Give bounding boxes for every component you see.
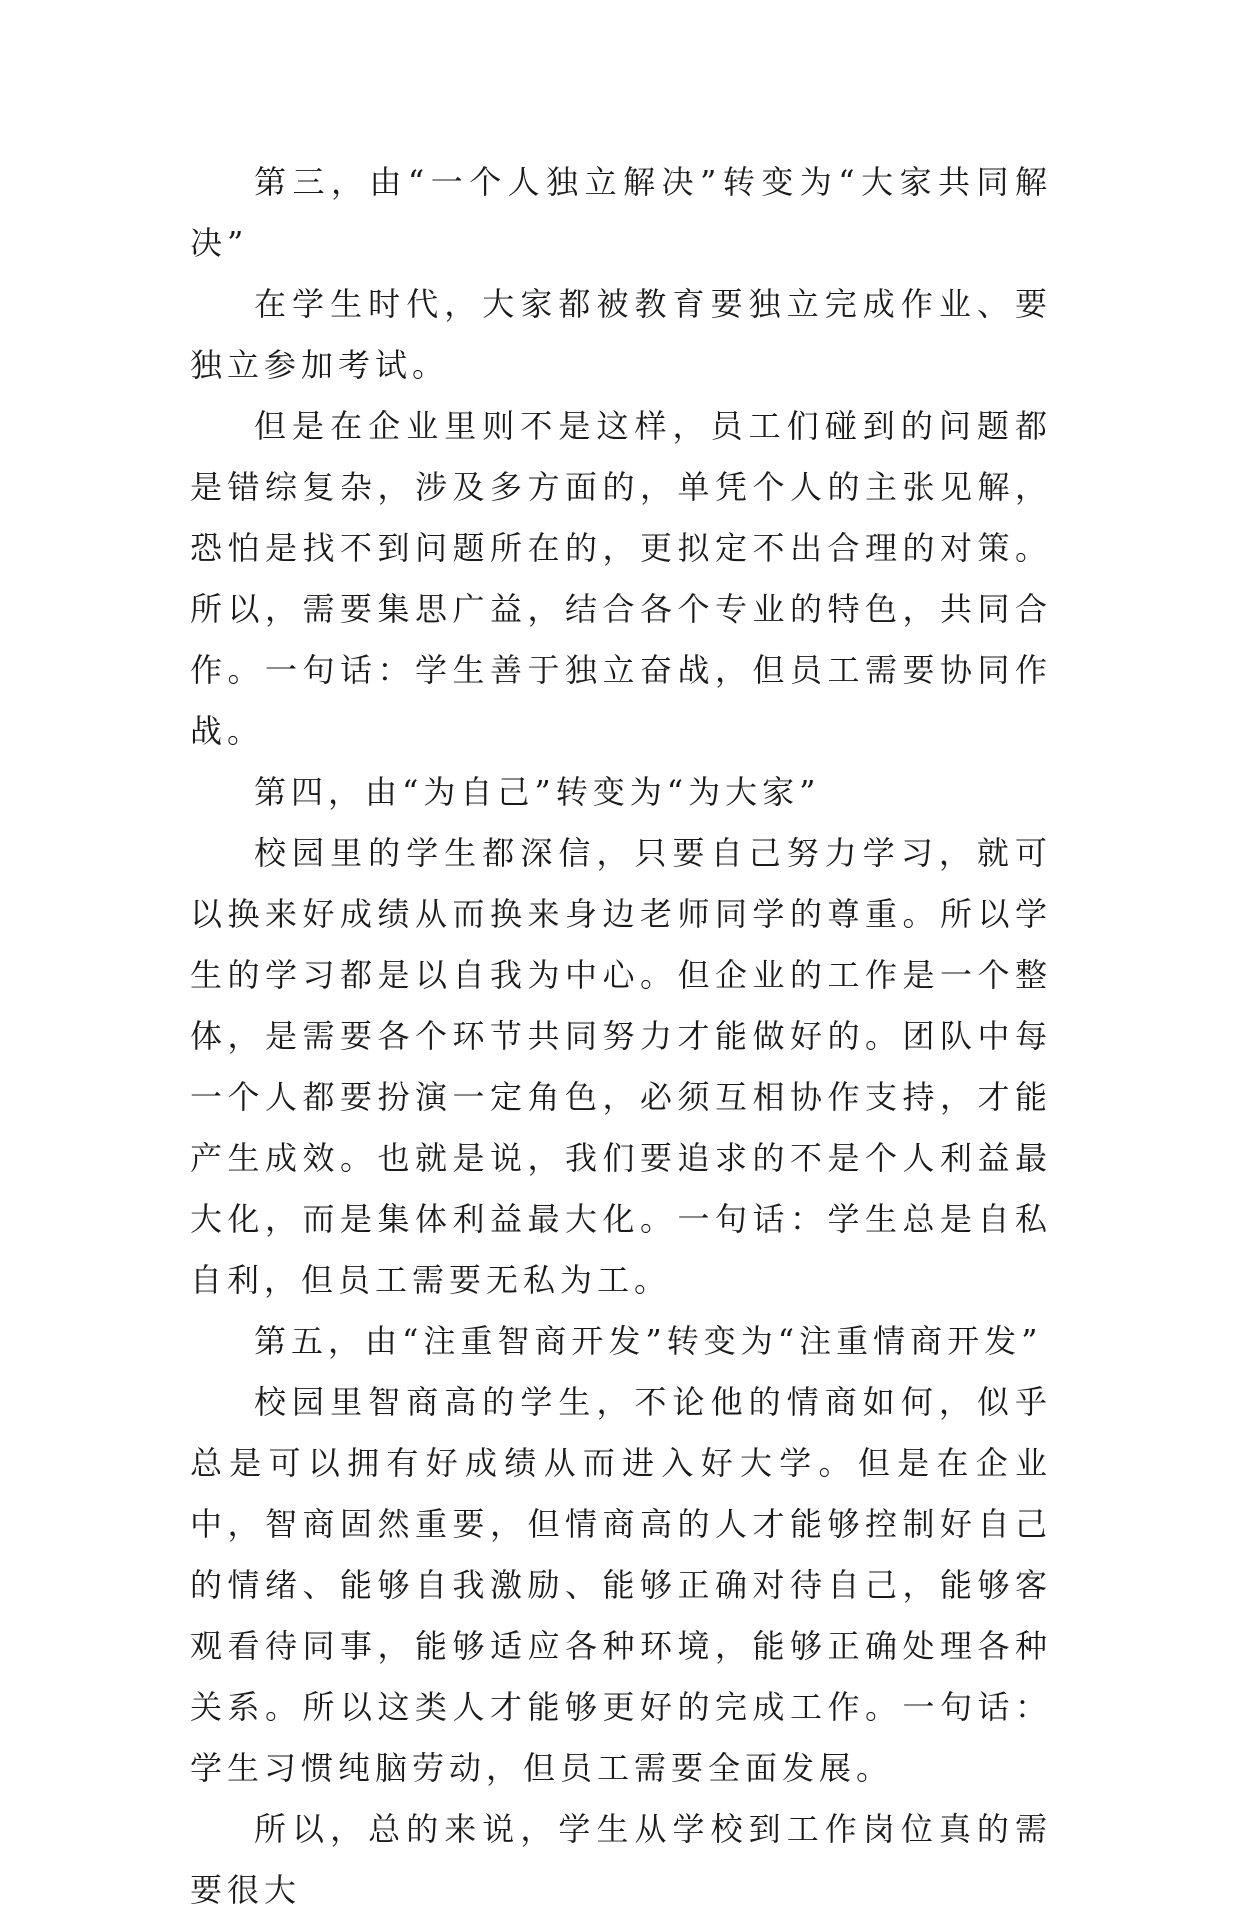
paragraph: 但是在企业里则不是这样，员工们碰到的问题都是错综复杂，涉及多方面的，单凭个人的主张见解，恐怕是找不到问题所在的，更拟定不出合理的对策。所以，需要集思广益，结合各个专业的特色，共同合作。一句话：学生善于独立奋战，但员工需要协同作战。 [190,407,1052,750]
paragraph: 校园里的学生都深信，只要自己努力学习，就可以换来好成绩从而换来身边老师同学的尊重。所以学生的学习都是以自我为中心。但企业的工作是一个整体，是需要各个环节共同努力才能做好的。团队中每一个人都要扮演一定角色，必须互相协作支持，才能产生成效。也就是说，我们要追求的不是个人利益最大化，而是集体利益最大化。一句话：学生总是自私自利，但员工需要无私为工。 [190,834,1052,1299]
heading-point-four: 第四，由“为自己”转变为“为大家” [254,773,821,811]
paragraph: 校园里智商高的学生，不论他的情商如何，似乎总是可以拥有好成绩从而进入好大学。但是在企业中，智商固然重要，但情商高的人才能够控制好自己的情绪、能够自我激励、能够正确对待自己，能够客观看待同事，能够适应各种环境，能够正确处理各种关系。所以这类人才能够更好的完成工作。一句话：学生习惯纯脑劳动，但员工需要全面发展。 [190,1383,1052,1787]
heading-point-three: 第三，由“一个人独立解决”转变为“大家共同解决” [190,163,1052,262]
body-text [190,152,1052,1921]
paragraph: 在学生时代，大家都被教育要独立完成作业、要独立参加考试。 [190,285,1052,384]
paragraph: 所以，总的来说，学生从学校到工作岗位真的需要很大 [190,1810,1052,1909]
heading-point-five: 第五，由“注重智商开发”转变为“注重情商开发” [254,1322,1043,1360]
